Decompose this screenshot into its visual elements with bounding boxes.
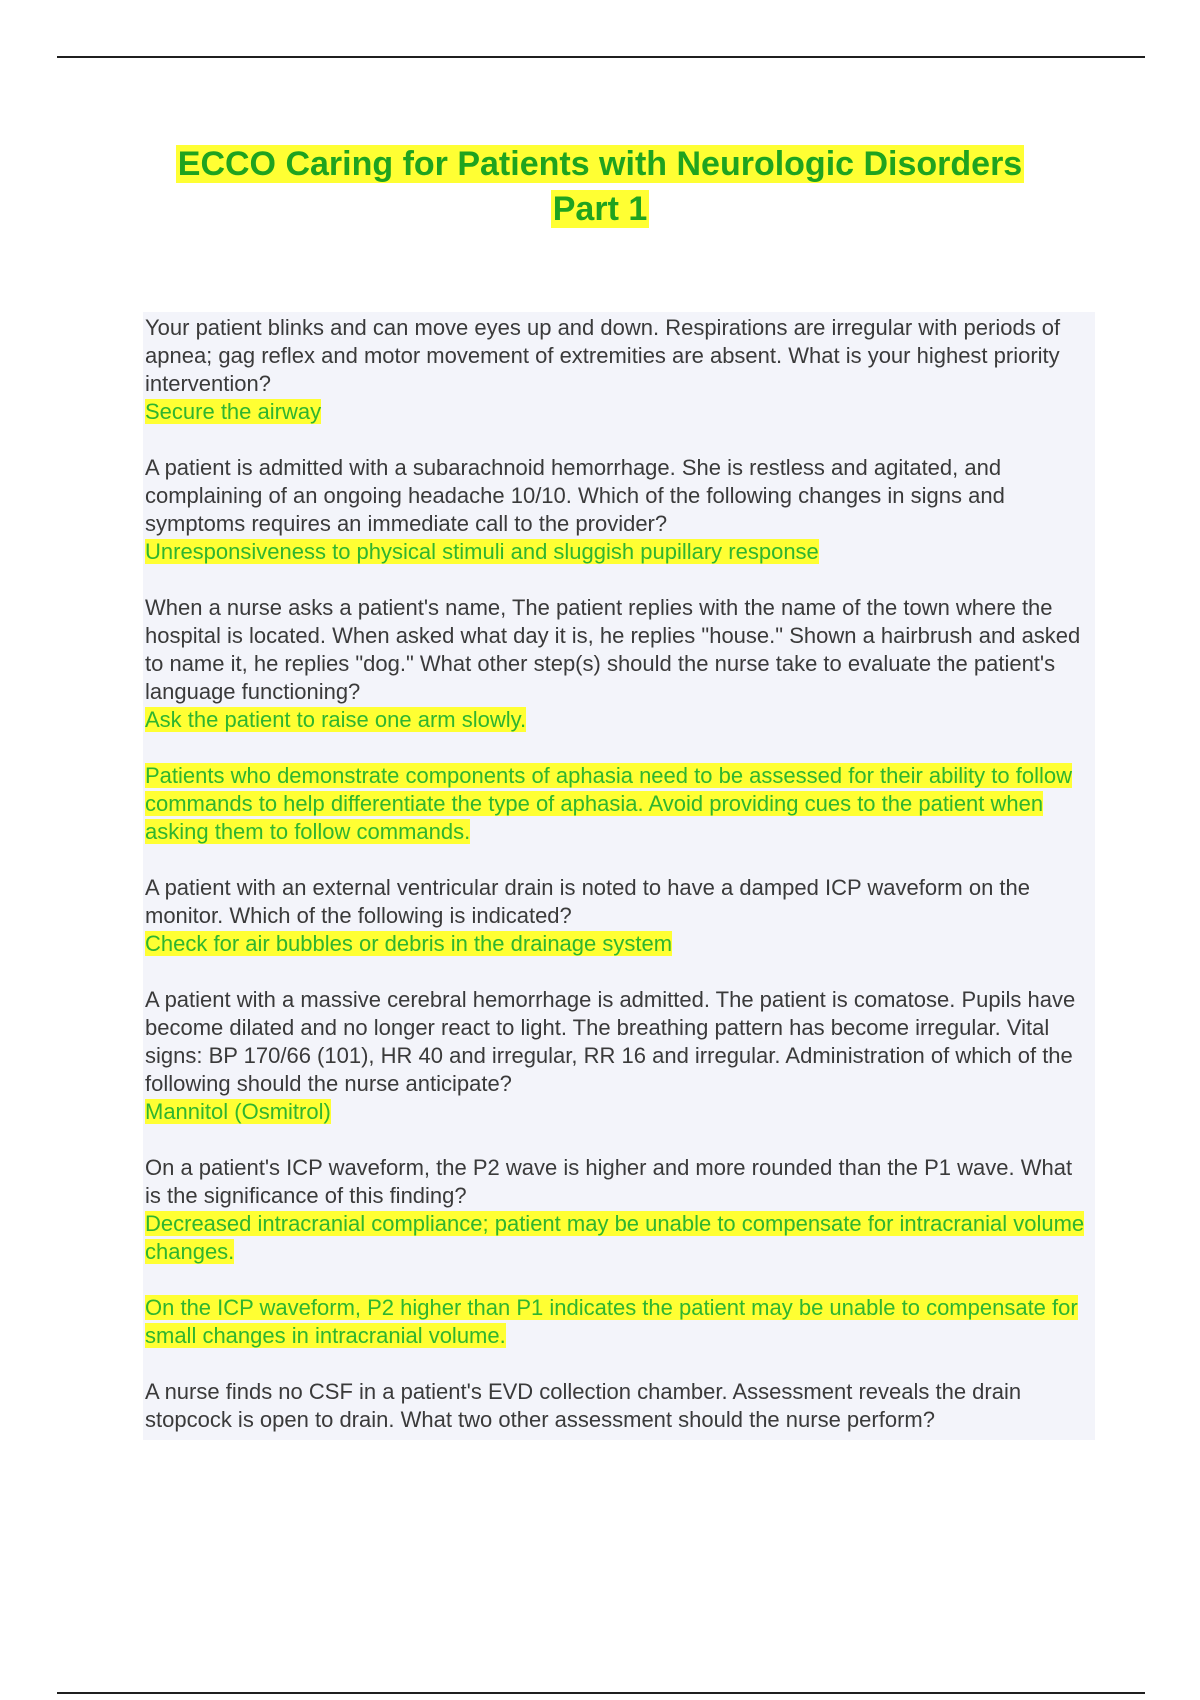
title-line-1: ECCO Caring for Patients with Neurologic Disorders	[177, 145, 1023, 183]
footer-rule	[57, 1692, 1145, 1694]
answer-highlight: Check for air bubbles or debris in the drainage system	[145, 931, 673, 956]
answer-text	[145, 1098, 1090, 1126]
answer-text	[145, 930, 1090, 958]
answer-highlight: Unresponsiveness to physical stimuli and sluggish pupillary response	[145, 539, 819, 564]
qa-item-4	[145, 874, 1095, 958]
qa-content	[143, 312, 1095, 1440]
qa-item-7	[145, 1378, 1095, 1434]
question-text: On a patient's ICP waveform, the P2 wave is higher and more rounded than the P1 wave. What is the significance of this finding?	[145, 1155, 1073, 1208]
question-text: A patient with an external ventricular drain is noted to have a damped ICP waveform on the monitor. Which of the following is indicated?	[145, 875, 1030, 928]
answer-text	[145, 1210, 1090, 1266]
answer-highlight: Mannitol (Osmitrol)	[145, 1099, 331, 1124]
title-line-2: Part 1	[552, 190, 648, 228]
header-rule	[57, 56, 1145, 58]
question-text: When a nurse asks a patient's name, The patient replies with the name of the town where the hospital is located. When asked what day it is, he replies "house." Shown a hairbrush and asked to name it, he replies "dog." What other step(s) should the nurse take to evaluate the patient's language functioning?	[145, 595, 1081, 704]
rationale-text	[145, 762, 1090, 846]
rationale-text	[145, 1294, 1090, 1350]
question-text: A patient with a massive cerebral hemorrhage is admitted. The patient is comatose. Pupils have become dilated and no longer react to light. The breathing pattern has become irregular. Vital signs: BP 170/66 (101), HR 40 and irregular, RR 16 and irregular. Administration of which of the following should the nurse anticipate?	[145, 987, 1076, 1096]
document-title	[100, 142, 1100, 232]
qa-item-6	[145, 1154, 1095, 1350]
question-text: Your patient blinks and can move eyes up and down. Respirations are irregular with periods of apnea; gag reflex and motor movement of extremities are absent. What is your highest priority intervention?	[145, 315, 1061, 396]
answer-highlight: Ask the patient to raise one arm slowly.	[145, 707, 527, 732]
qa-item-5	[145, 986, 1095, 1126]
rationale-highlight: On the ICP waveform, P2 higher than P1 indicates the patient may be unable to compensate for small changes in intracranial volume.	[145, 1295, 1078, 1348]
answer-text	[145, 538, 1090, 566]
qa-item-3	[145, 594, 1095, 846]
qa-item-2	[145, 454, 1095, 566]
question-text: A nurse finds no CSF in a patient's EVD collection chamber. Assessment reveals the drain stopcock is open to drain. What two other assessment should the nurse perform?	[145, 1379, 1022, 1432]
answer-text	[145, 706, 1090, 734]
answer-highlight: Secure the airway	[145, 399, 322, 424]
answer-highlight: Decreased intracranial compliance; patient may be unable to compensate for intracranial volume changes.	[145, 1211, 1085, 1264]
answer-text	[145, 398, 1090, 426]
question-text: A patient is admitted with a subarachnoid hemorrhage. She is restless and agitated, and complaining of an ongoing headache 10/10. Which of the following changes in signs and symptoms requires an immediate call to the provider?	[145, 455, 1005, 536]
rationale-highlight: Patients who demonstrate components of aphasia need to be assessed for their ability to follow commands to help differentiate the type of aphasia. Avoid providing cues to the patient when asking them to follow commands.	[145, 763, 1072, 844]
qa-item-1	[145, 314, 1095, 426]
